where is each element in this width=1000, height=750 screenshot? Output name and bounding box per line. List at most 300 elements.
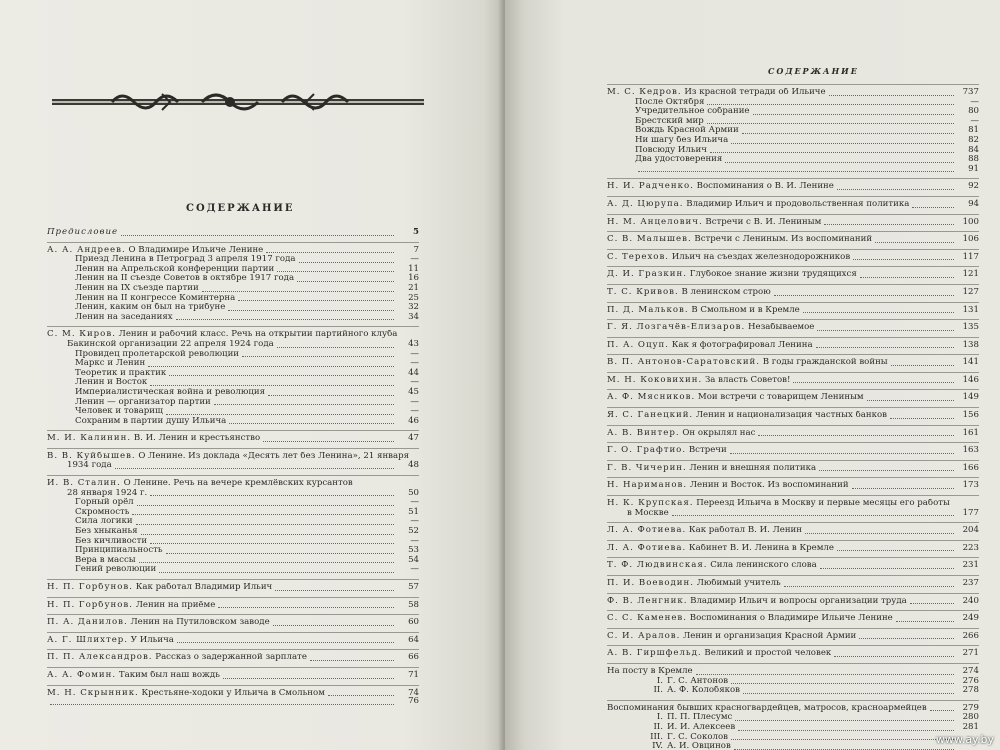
entry-author: Н. Нариманов.: [607, 481, 688, 491]
entry-author: Ф. В. Ленгник.: [607, 596, 688, 606]
entry-author: Л. А. Фотиева.: [607, 543, 687, 553]
subentry-title: Ни шагу без Ильича: [635, 135, 729, 145]
page-number: 48: [408, 460, 419, 471]
page-number: 737: [962, 87, 979, 97]
dot-leader: [121, 235, 394, 236]
dot-leader: [672, 515, 954, 516]
page-number: 271: [962, 648, 979, 659]
subentry-text: [75, 398, 211, 408]
subentry-text: [635, 107, 750, 117]
subentry-roman: II.: [653, 722, 663, 732]
subentry-title: Горный орёл: [75, 498, 134, 508]
entry-author: П. А. Оцуп.: [607, 340, 670, 350]
subentry-title: И. И. Алексеев: [667, 722, 736, 732]
right-page: [505, 0, 1000, 750]
subentry-title: Брестский мир: [635, 116, 704, 126]
entry-title: Из красной тетради об Ильиче: [684, 88, 826, 97]
subentry-text: [635, 136, 728, 146]
dot-leader: [896, 621, 954, 622]
dot-leader: [176, 319, 394, 320]
dot-leader: [834, 656, 954, 657]
dot-leader: [150, 543, 394, 544]
entry-author: П. П. Александров.: [47, 653, 153, 663]
page-number: 156: [962, 410, 979, 421]
entry-title: Кабинет В. И. Ленина в Кремле: [688, 543, 834, 553]
subentry-title: Без хныканья: [75, 527, 138, 537]
page-number: 121: [962, 269, 979, 280]
dot-leader: [735, 720, 954, 721]
toc-subentry: [47, 398, 419, 408]
toc-subentry: [607, 713, 979, 723]
dot-leader: [758, 435, 954, 436]
dot-leader: [912, 207, 954, 208]
page-number: 146: [962, 374, 979, 385]
toc-entry-text: [607, 429, 755, 439]
toc-entry-line: [607, 509, 979, 519]
toc-subentry: [47, 313, 419, 323]
entry-author: С. Терехов.: [607, 252, 670, 262]
entry-author: С. М. Киров.: [47, 330, 116, 340]
subentry-title: Ленин на Апрельской конференции партии: [75, 264, 275, 274]
dot-leader: [223, 678, 394, 679]
toc-right: [607, 80, 979, 750]
ornament-icon: [52, 88, 424, 116]
toc-subentry: [47, 537, 419, 547]
toc-entry: [607, 302, 979, 316]
subentry-title: Скромность: [75, 507, 130, 517]
entry-title: Ленин на приёме: [135, 600, 216, 610]
toc-entry: [607, 477, 979, 491]
toc-subentry: [607, 146, 979, 156]
toc-subentry: [607, 742, 979, 750]
toc-subentry: [607, 155, 979, 165]
toc-entry-text: [607, 341, 813, 351]
page-number: 141: [962, 357, 979, 368]
page-number: 231: [962, 560, 979, 571]
toc-entry: [607, 178, 979, 192]
entry-title: Рассказ о задержанной зарплате: [155, 653, 307, 663]
dot-leader: [297, 281, 394, 282]
entry-author: П. И. Воеводин.: [607, 579, 694, 588]
dot-leader: [707, 104, 954, 105]
page-number: 149: [962, 392, 979, 403]
entry-author: Г. Я. Лозгачёв-Елизаров.: [607, 323, 746, 333]
dot-leader: [169, 375, 394, 376]
toc-entry-text: [607, 614, 893, 624]
subentry-text: [75, 537, 147, 547]
entry-title-cont: 1934 года: [67, 461, 112, 471]
entry-author: Н. И. Радченко.: [607, 182, 694, 192]
toc-subentry: [47, 527, 419, 537]
page-number: 131: [962, 304, 979, 315]
subentry-text: [75, 498, 134, 508]
dot-leader: [132, 514, 394, 515]
entry-title: За власть Советов!: [704, 375, 791, 385]
entry-author: Н. П. Горбунов.: [47, 600, 133, 610]
page-number: 84: [968, 144, 979, 155]
dot-leader: [275, 590, 394, 591]
subentry-roman: IV.: [652, 742, 663, 750]
dot-leader: [867, 400, 954, 401]
toc-subentry: [47, 546, 419, 556]
entry-title: Как я фотографировал Ленина: [671, 340, 813, 350]
toc-entry: [607, 700, 979, 714]
page-number: 237: [962, 578, 979, 588]
toc-subentry: [607, 136, 979, 146]
subentry-title: Империалистическая война и революция: [75, 387, 266, 397]
dot-leader: [137, 505, 394, 506]
toc-entry: [607, 249, 979, 263]
toc-subentry: [607, 677, 979, 687]
subentry-text: [75, 313, 173, 323]
entry-title: Переезд Ильича в Москву и первые месяцы его работы: [696, 499, 950, 509]
toc-subentry: [47, 350, 419, 360]
toc-entry-line: [47, 461, 419, 471]
subentry-text: [635, 146, 707, 156]
entry-author: А. В. Гиршфельд.: [607, 649, 702, 659]
toc-entry: [607, 84, 979, 98]
subentry-title: Теоретик и практик: [75, 368, 167, 378]
page-number: 117: [962, 251, 979, 262]
dot-leader: [743, 693, 954, 694]
subentry-text: [75, 255, 296, 265]
entry-author: А. Ф. Мясников.: [607, 393, 696, 403]
toc-subentry: [607, 686, 979, 696]
dot-leader: [819, 470, 954, 471]
dot-leader: [166, 414, 394, 415]
toc-entry-text: [607, 182, 834, 192]
dot-leader: [731, 739, 954, 740]
dot-leader: [803, 312, 954, 313]
toc-entry-text: [607, 393, 864, 403]
toc-subentry: [47, 508, 419, 518]
subentry-text: [75, 517, 133, 527]
entry-title: В. И. Ленин и крестьянство: [133, 434, 261, 444]
dot-leader: [805, 533, 954, 534]
entry-title: Незабываемое: [747, 323, 815, 333]
subentry-title: Ленин, каким он был на трибуне: [75, 303, 226, 313]
subentry-text: [635, 155, 722, 165]
toc-continuation: [47, 697, 419, 707]
entry-author: П. А. Данилов.: [47, 618, 128, 628]
toc-subentry: [607, 165, 979, 175]
toc-entry: [607, 389, 979, 403]
subentry-roman: II.: [653, 686, 663, 696]
dot-leader: [784, 586, 954, 587]
dot-leader: [875, 242, 954, 243]
dot-leader: [268, 395, 394, 396]
subentry-text: [641, 677, 728, 687]
page-number: —: [410, 497, 419, 508]
entry-title: Ильич на съездах железнодорожников: [671, 252, 851, 262]
dot-leader: [774, 295, 954, 296]
subentry-text: [641, 723, 735, 733]
subentry-title: Принципиальность: [75, 546, 163, 556]
entry-title: На посту в Кремле: [607, 666, 693, 676]
dot-leader: [852, 488, 954, 489]
entry-author: С. С. Каменев.: [607, 614, 688, 624]
subentry-title: Без кичливости: [75, 536, 148, 546]
toc-entry-text: [607, 667, 693, 677]
page-number: 280: [962, 712, 979, 723]
entry-title: О Ленине. Из доклада «Десять лет без Ленина», 21 января: [138, 451, 410, 461]
toc-entry-line: [47, 340, 419, 350]
entry-author: М. Н. Коковихин.: [607, 375, 703, 385]
toc-subentry: [47, 407, 419, 417]
dot-leader: [266, 252, 394, 253]
page-number: —: [410, 406, 419, 417]
toc-subentry: [47, 417, 419, 427]
dot-leader: [730, 453, 954, 454]
toc-subentry: [47, 359, 419, 369]
entry-title: Встречи: [688, 446, 727, 456]
toc-subentry: [47, 378, 419, 388]
entry-author: А. А. Фомин.: [47, 670, 117, 680]
subentry-title: Приезд Ленина в Петроград 3 апреля 1917 года: [75, 255, 296, 265]
dot-leader: [238, 300, 394, 301]
dot-leader: [263, 441, 394, 442]
subentry-text: [641, 713, 732, 723]
toc-entry-text: [607, 704, 927, 714]
dot-leader: [141, 534, 394, 535]
dot-leader: [731, 683, 954, 684]
toc-subentry: [47, 255, 419, 265]
dot-leader: [277, 271, 394, 272]
dot-leader: [228, 310, 394, 311]
dot-leader: [891, 365, 954, 366]
entry-title: Ленин и рабочий класс. Речь на открытии партийного клуба: [118, 330, 398, 340]
dot-leader: [218, 607, 394, 608]
entry-author: М. И. Калинин.: [47, 434, 132, 444]
subentry-title: Г. С. Соколов: [667, 732, 728, 742]
page-number: 50: [408, 487, 419, 498]
subentry-title: Учредительное собрание: [635, 107, 750, 117]
entry-title: Мои встречи с товарищем Лениным: [697, 393, 864, 403]
toc-entry-text: [607, 411, 887, 421]
page-number: 106: [962, 234, 979, 245]
subentry-text: [75, 350, 239, 360]
entry-author: В. В. Куйбышев.: [47, 451, 136, 461]
page-number: 57: [408, 582, 419, 592]
subentry-title: После Октября: [635, 97, 705, 107]
entry-title: Ленин и внешняя политика: [689, 463, 817, 473]
toc-entry-text: [607, 358, 888, 368]
toc-entry: [607, 593, 979, 607]
toc-subentry: [607, 107, 979, 117]
toc-subentry: [47, 556, 419, 566]
page-number: —: [410, 535, 419, 546]
entry-title: Воспоминания о В. И. Ленине: [696, 182, 834, 192]
entry-author: Н. М. Анцелович.: [607, 217, 703, 227]
preface-title: Предисловие: [47, 228, 119, 237]
toc-entry: [47, 685, 419, 699]
dot-leader: [910, 603, 954, 604]
dot-leader: [731, 143, 954, 144]
page-number: —: [970, 96, 979, 107]
toc-entry: [607, 522, 979, 536]
toc-entry: [607, 196, 979, 210]
page-number: 44: [408, 367, 419, 378]
dot-leader: [742, 133, 954, 134]
page-number: 92: [968, 181, 979, 192]
toc-entry: [607, 407, 979, 421]
toc-entry-text: [607, 88, 826, 98]
toc-entry-line: [47, 479, 419, 489]
toc-entry: [47, 649, 419, 663]
dot-leader: [50, 704, 394, 705]
toc-entry-text: [607, 270, 857, 280]
page-number: 11: [408, 263, 419, 274]
entry-title: У Ильича: [130, 635, 174, 645]
dot-leader: [820, 568, 954, 569]
subentry-title: Сила логики: [75, 517, 133, 527]
page-number: 7: [413, 244, 419, 255]
entry-author: П. Д. Мальков.: [607, 305, 689, 315]
subentry-text: [75, 546, 163, 556]
entry-title: Воспоминания о Владимире Ильиче Ленине: [689, 614, 893, 624]
entry-title: Он окрылял нас: [682, 428, 756, 438]
dot-leader: [638, 171, 954, 172]
page-number: 161: [962, 427, 979, 438]
toc-entry: [607, 610, 979, 624]
entry-title: Как работал Владимир Ильич: [135, 583, 273, 592]
entry-author: В. П. Антонов-Саратовский.: [607, 358, 761, 368]
entry-author: Г. В. Чичерин.: [607, 463, 687, 473]
toc-subentry: [47, 565, 419, 575]
dot-leader: [159, 572, 394, 573]
page-number: 76: [408, 696, 419, 707]
toc-entry: [47, 242, 419, 256]
running-head: СОДЕРЖАНИЕ: [768, 66, 859, 76]
toc-entry: [607, 663, 979, 677]
subentry-title: Ленин на заседаниях: [75, 312, 173, 322]
entry-title: В годы гражданской войны: [762, 358, 888, 368]
page-number: 88: [968, 154, 979, 165]
entry-author: И. В. Сталин.: [47, 479, 121, 489]
toc-entry-text: [607, 632, 856, 642]
subentry-title: Гений революции: [75, 565, 157, 575]
page-number: 204: [962, 525, 979, 536]
page-number: 279: [962, 702, 979, 713]
page-number: —: [410, 396, 419, 407]
entry-author: Я. С. Ганецкий.: [607, 411, 694, 421]
dot-leader: [310, 660, 394, 661]
entry-title: Встречи с В. И. Лениным: [705, 217, 822, 227]
subentry-text: [75, 407, 163, 417]
toc-entry-text: [607, 376, 790, 386]
entry-author: А. Г. Шлихтер.: [47, 635, 129, 645]
entry-author: Н. К. Крупская.: [607, 499, 694, 509]
page-number: 163: [962, 445, 979, 456]
page-number: 135: [962, 322, 979, 333]
toc-entry-preface: [47, 228, 419, 238]
toc-entry-text: [607, 544, 834, 554]
entry-title: Любимый учитель: [696, 579, 781, 588]
toc-entry-text: [47, 618, 270, 628]
toc-entry-text: [607, 446, 727, 456]
toc-subentry: [607, 98, 979, 108]
entry-title: Воспоминания бывших красногвардейцев, матросов, красноармейцев: [607, 703, 927, 713]
toc-entry: [47, 579, 419, 593]
toc-entry: [607, 575, 979, 589]
entry-title: Сила ленинского слова: [710, 561, 817, 571]
subentry-text: [641, 742, 731, 750]
subentry-text: [75, 527, 138, 537]
dot-leader: [860, 277, 954, 278]
entry-author: Т. Ф. Людвинская.: [607, 561, 708, 571]
dot-leader: [139, 562, 394, 563]
toc-entry: [607, 319, 979, 333]
entry-title: Как работал В. И. Ленин: [688, 526, 803, 536]
toc-entry: [47, 475, 419, 498]
toc-entry: [607, 284, 979, 298]
toc-entry: [47, 326, 419, 349]
subentry-title: А. И. Овцинов: [667, 742, 731, 750]
page-number: —: [410, 516, 419, 527]
subentry-text: [75, 265, 274, 275]
page-number: 138: [962, 339, 979, 350]
toc-entry-text: [607, 235, 872, 245]
toc-entry-text: [47, 653, 307, 663]
dot-leader: [710, 152, 954, 153]
toc-entry-text: [607, 597, 907, 607]
toc-entry: [47, 430, 419, 444]
subentry-title: Провидец пролетарской революции: [75, 349, 240, 359]
toc-entry: [607, 372, 979, 386]
subentry-title: Человек и товарищ: [75, 407, 163, 417]
page-number: 276: [962, 675, 979, 686]
entry-author: А. А. Андреев.: [47, 245, 126, 255]
entry-title: Ленин и национализация частных банков: [695, 411, 887, 421]
toc-entry: [607, 425, 979, 439]
page-number: 51: [408, 506, 419, 517]
dot-leader: [214, 404, 394, 405]
subentry-text: [641, 686, 740, 696]
page-number: —: [410, 564, 419, 575]
subentry-title: Маркс и Ленин: [75, 359, 146, 369]
page-number: 266: [962, 630, 979, 641]
subentry-title: Сохраним в партии душу Ильича: [75, 416, 227, 426]
entry-author: А. В. Винтер.: [607, 428, 680, 438]
dot-leader: [837, 550, 954, 551]
toc-entry-text: [47, 671, 220, 681]
toc-subentry: [47, 274, 419, 284]
toc-entry-text: [607, 200, 909, 210]
page-number: 91: [968, 163, 979, 174]
entry-title: Глубокое знание жизни трудящихся: [689, 270, 857, 280]
toc-entry-text: [607, 323, 814, 333]
entry-title: Владимир Ильич и вопросы организации труда: [690, 596, 907, 606]
entry-author: Л. А. Фотиева.: [607, 526, 687, 536]
dot-leader: [890, 418, 954, 419]
entry-title: Встречи с Лениным. Из воспоминаний: [694, 235, 873, 245]
entry-title: О Владимире Ильиче Ленине: [128, 245, 264, 255]
page-number: —: [410, 348, 419, 359]
entry-title: Ленин на Путиловском заводе: [130, 618, 270, 628]
page-number: 47: [408, 433, 419, 444]
subentry-text: [641, 733, 728, 743]
subentry-text: [75, 556, 136, 566]
entry-title: В ленинском строю: [681, 287, 771, 297]
toc-entry: [47, 448, 419, 471]
subentry-text: [75, 359, 145, 369]
dot-leader: [793, 382, 954, 383]
entry-author: М. Н. Скрынник.: [47, 688, 139, 698]
page-number: 46: [408, 415, 419, 426]
dot-leader: [148, 366, 394, 367]
watermark: www.ay.by: [935, 733, 994, 746]
toc-entry-text: [607, 481, 849, 491]
